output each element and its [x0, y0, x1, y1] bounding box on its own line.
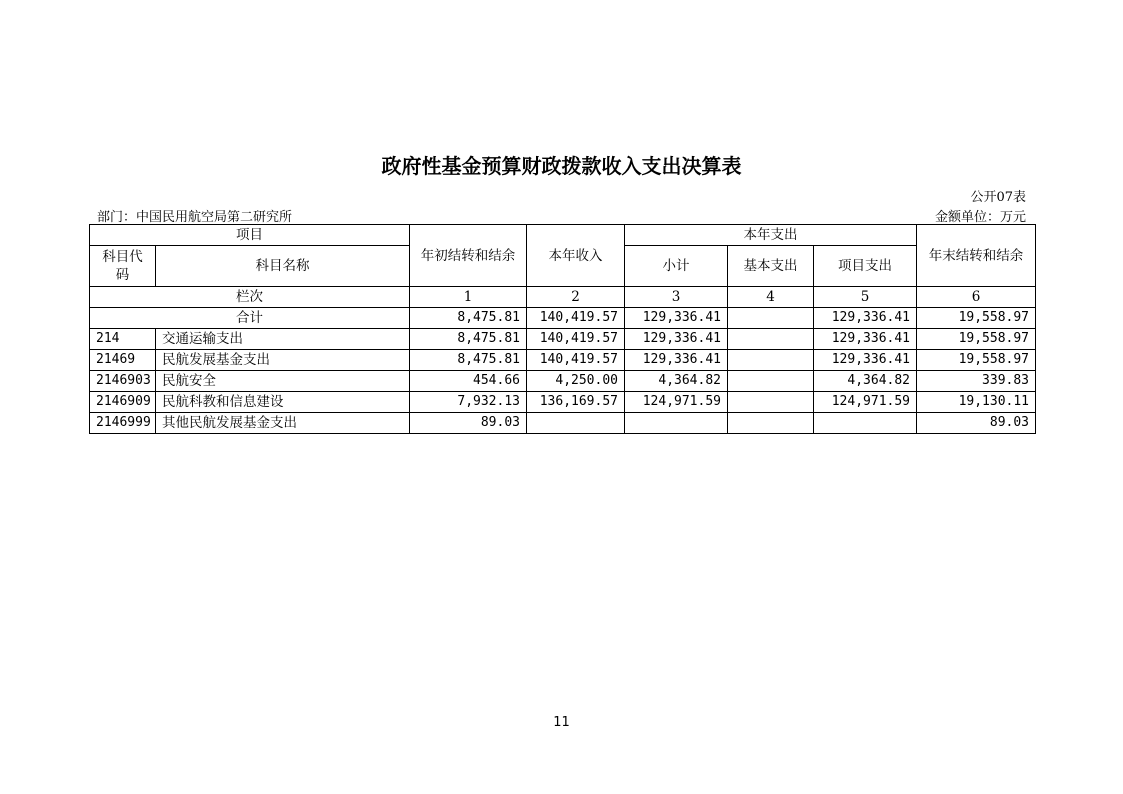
header-income: 本年收入 [527, 225, 625, 287]
row-code: 2146909 [90, 392, 156, 413]
header-item: 项目 [90, 225, 410, 246]
total-project: 129,336.41 [814, 308, 917, 329]
table-row [90, 350, 1036, 371]
column-index-label: 栏次 [90, 287, 410, 308]
row-project [814, 413, 917, 434]
page-number: 11 [553, 715, 570, 730]
row-subtotal: 4,364.82 [625, 371, 728, 392]
header-code: 科目代码 [90, 246, 156, 287]
header-opening: 年初结转和结余 [410, 225, 527, 287]
row-name: 交通运输支出 [156, 329, 410, 350]
row-project: 124,971.59 [814, 392, 917, 413]
column-index-5: 5 [814, 287, 917, 308]
row-opening: 8,475.81 [410, 329, 527, 350]
header-subtotal: 小计 [625, 246, 728, 287]
page-title: 政府性基金预算财政拨款收入支出决算表 [381, 154, 742, 178]
total-closing: 19,558.97 [917, 308, 1036, 329]
budget-table [89, 224, 1036, 434]
row-income [527, 413, 625, 434]
row-income: 140,419.57 [527, 329, 625, 350]
table-row [90, 329, 1036, 350]
total-basic [728, 308, 814, 329]
header-name: 科目名称 [156, 246, 410, 287]
total-income: 140,419.57 [527, 308, 625, 329]
column-index-row [90, 287, 1036, 308]
unit-label: 金额单位：万元 [934, 210, 1026, 225]
table-row [90, 371, 1036, 392]
column-index-6: 6 [917, 287, 1036, 308]
row-code: 214 [90, 329, 156, 350]
row-closing: 339.83 [917, 371, 1036, 392]
column-index-4: 4 [728, 287, 814, 308]
row-name: 民航发展基金支出 [156, 350, 410, 371]
row-closing: 19,130.11 [917, 392, 1036, 413]
row-name: 民航科教和信息建设 [156, 392, 410, 413]
row-income: 136,169.57 [527, 392, 625, 413]
department-label: 部门：中国民用航空局第二研究所 [97, 210, 293, 225]
row-name: 其他民航发展基金支出 [156, 413, 410, 434]
header-expense-group: 本年支出 [625, 225, 917, 246]
header-basic: 基本支出 [728, 246, 814, 287]
row-basic [728, 329, 814, 350]
row-project: 129,336.41 [814, 350, 917, 371]
row-basic [728, 392, 814, 413]
row-subtotal: 129,336.41 [625, 350, 728, 371]
row-name: 民航安全 [156, 371, 410, 392]
column-index-1: 1 [410, 287, 527, 308]
row-project: 129,336.41 [814, 329, 917, 350]
row-closing: 19,558.97 [917, 329, 1036, 350]
row-closing: 89.03 [917, 413, 1036, 434]
row-subtotal: 129,336.41 [625, 329, 728, 350]
row-project: 4,364.82 [814, 371, 917, 392]
row-basic [728, 413, 814, 434]
row-subtotal: 124,971.59 [625, 392, 728, 413]
row-income: 4,250.00 [527, 371, 625, 392]
total-subtotal: 129,336.41 [625, 308, 728, 329]
row-code: 2146903 [90, 371, 156, 392]
header-project: 项目支出 [814, 246, 917, 287]
column-index-2: 2 [527, 287, 625, 308]
column-index-3: 3 [625, 287, 728, 308]
row-income: 140,419.57 [527, 350, 625, 371]
row-opening: 8,475.81 [410, 350, 527, 371]
table-row [90, 413, 1036, 434]
row-opening: 89.03 [410, 413, 527, 434]
total-label: 合计 [90, 308, 410, 329]
form-number: 公开07表 [970, 190, 1026, 205]
row-code: 2146999 [90, 413, 156, 434]
row-opening: 7,932.13 [410, 392, 527, 413]
row-basic [728, 350, 814, 371]
total-row [90, 308, 1036, 329]
table-row [90, 392, 1036, 413]
row-subtotal [625, 413, 728, 434]
row-opening: 454.66 [410, 371, 527, 392]
row-closing: 19,558.97 [917, 350, 1036, 371]
row-code: 21469 [90, 350, 156, 371]
row-basic [728, 371, 814, 392]
total-opening: 8,475.81 [410, 308, 527, 329]
header-closing: 年末结转和结余 [917, 225, 1036, 287]
